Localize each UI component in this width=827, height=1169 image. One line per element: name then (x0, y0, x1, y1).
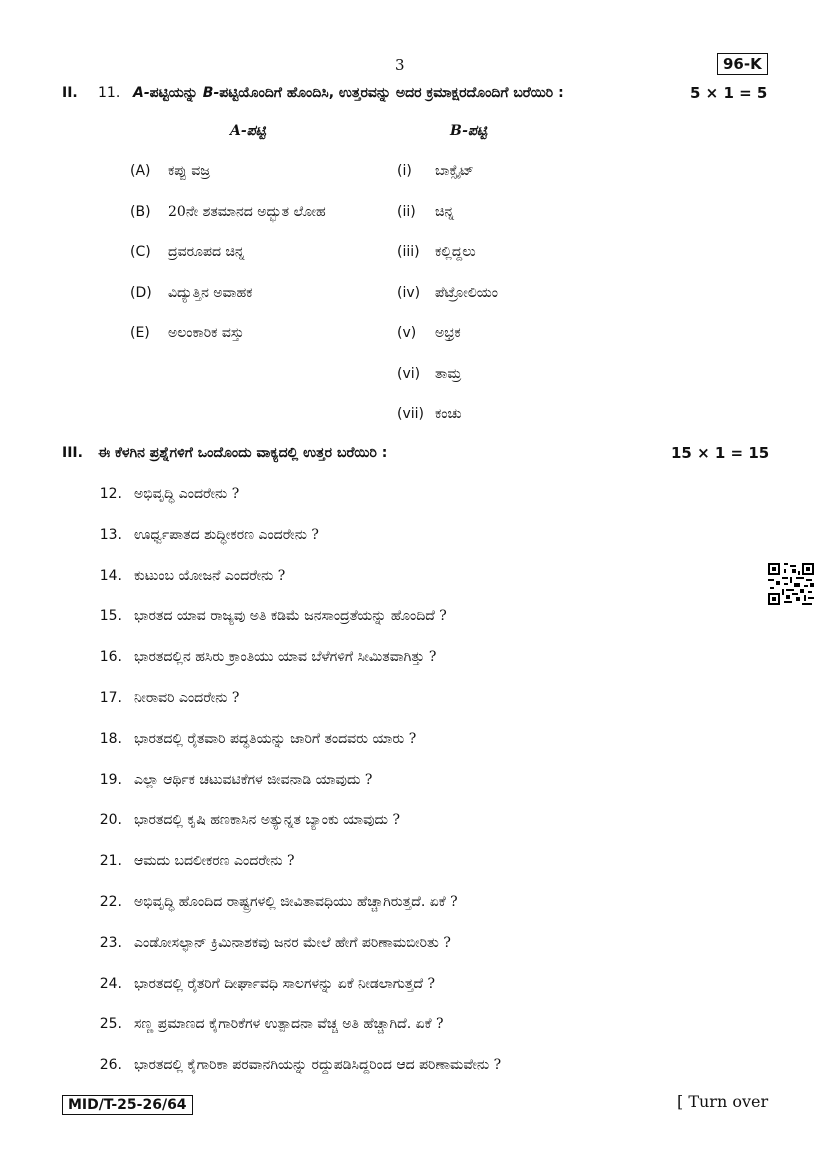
col-b-item-text: ಪೆಟ್ರೋಲಿಯಂ (435, 284, 498, 301)
question-text: ನೀರಾವರಿ ಎಂದರೇನು ? (134, 690, 240, 706)
col-a-item-label: (A) (130, 163, 151, 179)
turn-over: [ Turn over (677, 1092, 769, 1111)
col-a-item-text: ಕಪ್ಪು ವಜ್ರ (168, 163, 211, 179)
col-b-item-text: ಚಿನ್ನ (435, 203, 455, 220)
col-b-item-label: (v) (397, 325, 417, 341)
question-number: 22. (99, 894, 122, 910)
col-a-item-text: ವಿದ್ಯುತ್ತಿನ ಅವಾಹಕ (168, 284, 253, 301)
section-2-marks: 5 × 1 = 5 (690, 84, 768, 102)
question-text: ಊರ್ಧ್ವಪಾತದ ಶುದ್ಧೀಕರಣ ಎಂದರೇನು ? (134, 526, 319, 543)
col-b-item-text: ಕಲ್ಲಿದ್ದಲು (435, 244, 476, 260)
footer-code: MID/T-25-26/64 (62, 1095, 193, 1115)
question-number: 24. (99, 975, 122, 992)
col-b-item-label: (i) (397, 163, 412, 179)
question-number: 14. (99, 567, 122, 584)
col-a-item-text: 20ನೇ ಶತಮಾನದ ಅದ್ಭುತ ಲೋಹ (168, 203, 326, 220)
question-text: ಭಾರತದಲ್ಲಿ ರೈತರಿಗೆ ದೀರ್ಘಾವಧಿ ಸಾಲಗಳನ್ನು ಏಕೆ ನೀಡಲಾಗುತ್ತದೆ ? (134, 975, 435, 992)
question-number: 23. (99, 934, 122, 951)
question-text: ಭಾರತದಲ್ಲಿನ ಹಸಿರು ಕ್ರಾಂತಿಯು ಯಾವ ಬೆಳೆಗಳಿಗೆ ಸೀಮಿತವಾಗಿತ್ತು ? (134, 649, 437, 666)
question-text: ಭಾರತದಲ್ಲಿ ರೈತವಾರಿ ಪದ್ಧತಿಯನ್ನು ಜಾರಿಗೆ ತಂದವರು ಯಾರು ? (134, 730, 417, 747)
question-number: 20. (99, 812, 122, 829)
q11-instruction (133, 85, 564, 101)
col-b-item-text: ಕಂಚು (435, 406, 462, 422)
section-3-marks: 15 × 1 = 15 (671, 444, 770, 462)
col-b-heading: B-ಪಟ್ಟಿ (450, 123, 488, 139)
question-number: 21. (99, 853, 122, 870)
question-text: ಅಭಿವೃದ್ಧಿ ಎಂದರೇನು ? (134, 486, 240, 502)
col-b-item-label: (iv) (397, 284, 421, 301)
col-a-item-label: (B) (130, 203, 151, 220)
col-b-item-text: ಅಭ್ರಕ (435, 325, 461, 341)
paper-code: 96-K (717, 53, 768, 75)
question-number: 19. (99, 771, 122, 788)
question-text: ಅಭಿವೃದ್ಧಿ ಹೊಂದಿದ ರಾಷ್ಟ್ರಗಳಲ್ಲಿ ಜೀವಿತಾವಧಿಯು ಹೆಚ್ಚಾಗಿರುತ್ತದೆ. ಏಕೆ ? (134, 894, 458, 910)
q11-instr-b: ಪಟ್ಟಿಯನ್ನು (149, 85, 203, 101)
col-a-item-text: ಅಲಂಕಾರಿಕ ವಸ್ತು (168, 325, 244, 341)
col-a-item-label: (C) (130, 244, 151, 260)
question-number: 18. (99, 730, 122, 747)
q11-instr-c: B- (202, 85, 220, 101)
question-text: ಕುಟುಂಬ ಯೋಜನೆ ಎಂದರೇನು ? (134, 567, 286, 584)
col-b-item-label: (vi) (397, 365, 421, 382)
page-number: 3 (395, 56, 405, 74)
question-number: 12. (99, 486, 122, 502)
col-a-item-label: (D) (130, 284, 152, 301)
col-a-heading: A-ಪಟ್ಟಿ (230, 123, 266, 139)
col-b-item-label: (vii) (397, 406, 424, 422)
q11-instr-a: A- (133, 85, 150, 101)
question-number: 26. (99, 1057, 122, 1074)
question-text: ಎಂಡೋಸಲ್ಫಾನ್ ಕ್ರಿಮಿನಾಶಕವು ಜನರ ಮೇಲೆ ಹೇಗೆ ಪರಿಣಾಮಬೀರಿತು ? (134, 934, 451, 951)
col-a-item-label: (E) (130, 325, 150, 341)
col-b-item-text: ತಾಮ್ರ (435, 365, 462, 382)
question-number: 16. (99, 649, 122, 666)
q11-instr-d: ಪಟ್ಟಿಯೊಂದಿಗೆ ಹೊಂದಿಸಿ, ಉತ್ತರವನ್ನು ಅದರ ಕ್ರಮಾಕ್ಷರದೊಂದಿಗೆ ಬರೆಯಿರಿ : (219, 85, 564, 101)
col-b-item-text: ಬಾಕ್ಸೈಟ್ (435, 163, 474, 179)
q11-number: 11. (98, 85, 121, 101)
question-text: ಎಲ್ಲಾ ಆರ್ಥಿಕ ಚಟುವಟಿಕೆಗಳ ಜೀವನಾಡಿ ಯಾವುದು ? (134, 771, 373, 788)
question-text: ಭಾರತದ ಯಾವ ರಾಜ್ಯವು ಅತಿ ಕಡಿಮೆ ಜನಸಾಂದ್ರತೆಯನ್ನು ಹೊಂದಿದೆ ? (134, 608, 447, 625)
col-a-item-text: ದ್ರವರೂಪದ ಚಿನ್ನ (168, 244, 245, 260)
question-text: ಆಮದು ಬದಲೀಕರಣ ಎಂದರೇನು ? (134, 853, 295, 870)
question-number: 25. (99, 1016, 122, 1033)
section-2-roman: II. (62, 85, 78, 101)
question-text: ಸಣ್ಣ ಪ್ರಮಾಣದ ಕೈಗಾರಿಕೆಗಳ ಉತ್ಪಾದನಾ ವೆಚ್ಚ ಅತಿ ಹೆಚ್ಚಾಗಿದೆ. ಏಕೆ ? (134, 1016, 444, 1033)
col-b-item-label: (ii) (397, 203, 416, 220)
section-3-instruction: ಈ ಕೆಳಗಿನ ಪ್ರಶ್ನೆಗಳಿಗೆ ಒಂದೊಂದು ವಾಕ್ಯದಲ್ಲಿ ಉತ್ತರ ಬರೆಯಿರಿ : (98, 445, 388, 461)
question-number: 15. (99, 608, 122, 625)
section-3-roman: III. (62, 445, 83, 461)
qr-code-icon (768, 563, 814, 605)
question-text: ಭಾರತದಲ್ಲಿ ಕೈಗಾರಿಕಾ ಪರವಾನಗಿಯನ್ನು ರದ್ದುಪಡಿಸಿದ್ದರಿಂದ ಆದ ಪರಿಣಾಮವೇನು ? (134, 1057, 502, 1074)
question-number: 13. (99, 526, 122, 543)
col-b-item-label: (iii) (397, 244, 420, 260)
question-number: 17. (99, 690, 122, 706)
question-text: ಭಾರತದಲ್ಲಿ ಕೃಷಿ ಹಣಕಾಸಿನ ಅತ್ಯುನ್ನತ ಬ್ಯಾಂಕು ಯಾವುದು ? (134, 812, 400, 829)
